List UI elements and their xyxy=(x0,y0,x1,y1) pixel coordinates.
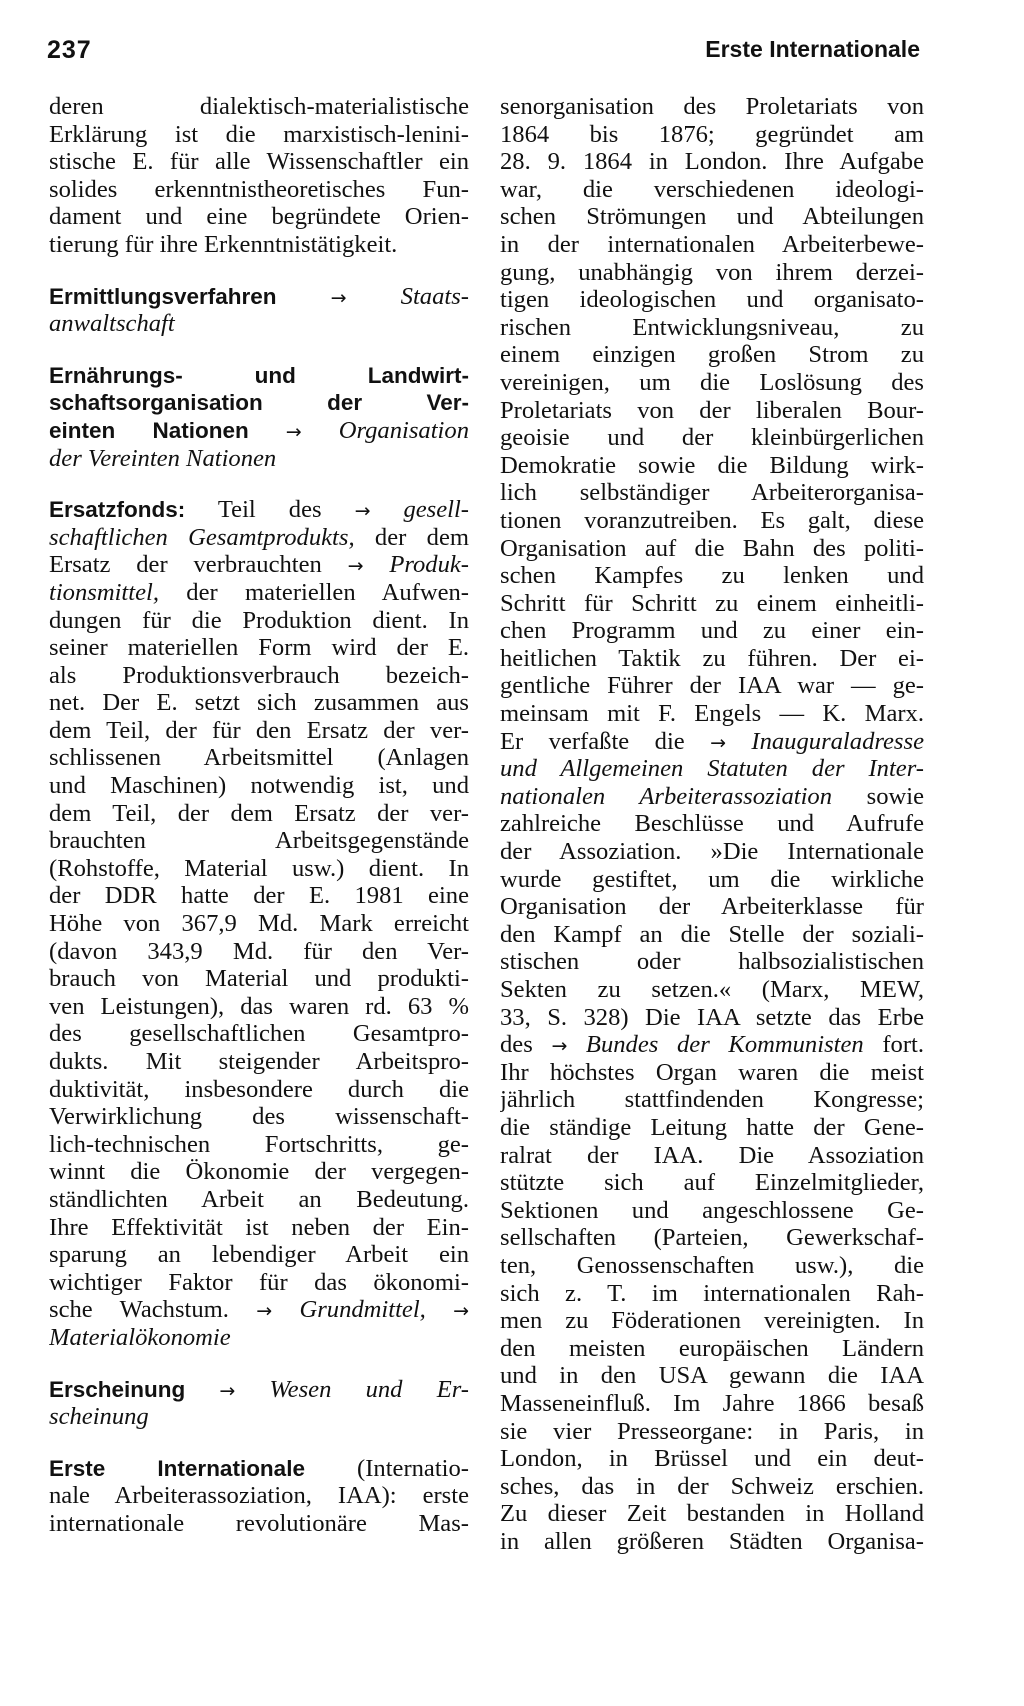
text-line xyxy=(500,176,924,204)
text-line xyxy=(500,755,924,783)
text-line xyxy=(49,1186,469,1214)
body-text: sellschaften (Parteien, Gewerkschaf- xyxy=(500,1224,924,1252)
body-text: die ständige Leitung hatte der Gene- xyxy=(500,1113,924,1141)
cross-reference: Wesen und Er- xyxy=(269,1375,469,1403)
text-line xyxy=(500,783,924,811)
body-text: Erklärung ist die marxistisch-lenini- xyxy=(49,120,469,148)
text-line xyxy=(49,283,469,311)
text-line xyxy=(500,507,924,535)
body-text: Masseneinfluß. Im Jahre 1866 besaß xyxy=(500,1389,924,1417)
body-text: und Maschinen) notwendig ist, und xyxy=(49,772,469,800)
text-line xyxy=(49,1510,469,1538)
text-line xyxy=(500,893,924,921)
text-line xyxy=(500,1004,924,1032)
body-text: schlissenen Arbeitsmittel (Anlagen xyxy=(49,744,469,772)
text-line xyxy=(500,976,924,1004)
body-text: zahlreiche Beschlüsse und Aufrufe xyxy=(500,810,924,838)
text-line xyxy=(49,417,469,445)
text-line xyxy=(500,562,924,590)
body-text: Zu dieser Zeit bestanden in Holland xyxy=(500,1500,924,1528)
cross-reference: Grundmittel, xyxy=(299,1296,426,1324)
text-line xyxy=(49,1482,469,1510)
body-text: winnt die Ökonomie der vergegen- xyxy=(49,1158,469,1186)
text-line xyxy=(500,479,924,507)
text-line xyxy=(49,662,469,690)
text-line xyxy=(49,231,469,259)
text-line xyxy=(500,700,924,728)
text-line xyxy=(49,772,469,800)
text-line xyxy=(49,744,469,772)
text-line xyxy=(49,689,469,717)
entry-headword: Erscheinung xyxy=(49,1376,186,1402)
body-text: der materiellen Aufwen- xyxy=(159,578,469,606)
body-text: dukts. Mit steigender Arbeitspro- xyxy=(49,1048,469,1075)
text-line xyxy=(500,1418,924,1446)
body-text: stische E. für alle Wissenschaftler ein xyxy=(49,148,469,176)
text-line xyxy=(49,1324,469,1352)
body-text: chen Programm und zu einer ein- xyxy=(500,617,924,645)
right-column xyxy=(500,93,924,1555)
text-line xyxy=(49,800,469,828)
body-text: Verwirklichung des wissenschaft- xyxy=(49,1103,469,1131)
cross-reference: Produk- xyxy=(389,551,469,579)
text-line xyxy=(500,1224,924,1252)
body-text: Sekten zu setzen.« (Marx, MEW, xyxy=(500,976,924,1003)
body-text: in der internationalen Arbeiterbewe- xyxy=(500,230,924,258)
text-line xyxy=(500,672,924,700)
body-text: gentliche Führer der IAA war — ge- xyxy=(500,672,924,700)
arrow-icon: → xyxy=(551,1035,586,1058)
text-line xyxy=(49,1214,469,1242)
text-line xyxy=(49,176,469,204)
text-line xyxy=(49,1296,469,1324)
body-text: dem Teil, der für den Ersatz der ver- xyxy=(49,716,469,744)
text-line xyxy=(500,259,924,287)
body-text: des gesellschaftlichen Gesamtpro- xyxy=(49,1020,469,1048)
cross-reference: schaftlichen Gesamtprodukts, xyxy=(49,523,355,551)
text-line xyxy=(500,1307,924,1335)
text-line xyxy=(500,838,924,866)
body-text: den Kampf an die Stelle der soziali- xyxy=(500,920,924,948)
text-line xyxy=(49,524,469,552)
body-text: als Produktionsverbrauch bezeich- xyxy=(49,661,469,689)
text-line xyxy=(500,148,924,176)
text-line xyxy=(500,1252,924,1280)
cross-reference: Materialökonomie xyxy=(49,1323,231,1351)
text-line xyxy=(500,1390,924,1418)
body-text: Teil des xyxy=(185,496,355,524)
text-line xyxy=(49,310,469,338)
body-text: vereinigen, um die Loslösung des xyxy=(500,368,924,396)
body-text: sche Wachstum. xyxy=(49,1296,257,1324)
text-line xyxy=(500,1335,924,1363)
body-text: sich z. T. im internationalen Rah- xyxy=(500,1279,924,1307)
entry-gap xyxy=(49,338,469,362)
arrow-icon: → xyxy=(425,1300,469,1323)
text-line xyxy=(49,496,469,524)
cross-reference: Staats- xyxy=(400,282,469,310)
body-text: Proletariats von der liberalen Bour- xyxy=(500,396,924,424)
body-text: (Rohstoffe, Material usw.) dient. In xyxy=(49,854,469,882)
body-text: und in den USA gewann die IAA xyxy=(500,1362,924,1390)
body-text: brauch von Material und produkti- xyxy=(49,965,469,993)
cross-reference: gesell- xyxy=(403,496,469,524)
text-line xyxy=(49,938,469,966)
body-text: Ihr höchstes Organ waren die meist xyxy=(500,1058,924,1086)
text-line xyxy=(500,1500,924,1528)
body-text: (davon 343,9 Md. für den Ver- xyxy=(49,937,469,965)
body-text: Demokratie sowie die Bildung wirk- xyxy=(500,451,924,479)
body-text: Ersatz der verbrauchten xyxy=(49,551,348,579)
body-text: dament und eine begründete Orien- xyxy=(49,203,469,231)
text-line xyxy=(49,607,469,635)
body-text: der dem xyxy=(354,523,469,551)
text-line xyxy=(500,1086,924,1114)
text-line xyxy=(49,579,469,607)
body-text: 33, S. 328) Die IAA setzte das Erbe xyxy=(500,1003,924,1031)
body-text: ralrat der IAA. Die Assoziation xyxy=(500,1141,924,1169)
text-line xyxy=(500,121,924,149)
body-text: fort. xyxy=(863,1031,924,1059)
text-line xyxy=(49,1048,469,1076)
body-text: London, in Brüssel und ein deut- xyxy=(500,1445,924,1473)
text-line xyxy=(500,203,924,231)
body-text: heitlichen Taktik zu führen. Der ei- xyxy=(500,644,924,672)
body-text: Sektionen und angeschlossene Ge- xyxy=(500,1196,924,1224)
text-line xyxy=(500,1362,924,1390)
arrow-icon: → xyxy=(248,420,339,443)
cross-reference: nationalen Arbeiterassoziation xyxy=(500,782,833,810)
text-line xyxy=(500,948,924,976)
cross-reference: tionsmittel, xyxy=(49,578,159,606)
body-text: seiner materiellen Form wird der E. xyxy=(49,634,469,662)
text-line xyxy=(500,921,924,949)
body-text: den meisten europäischen Ländern xyxy=(500,1334,924,1362)
arrow-icon: → xyxy=(710,731,752,754)
body-text: lich selbständiger Arbeiterorganisa- xyxy=(500,479,924,507)
text-line xyxy=(500,810,924,838)
body-text: senorganisation des Proletariats von xyxy=(500,93,924,120)
arrow-icon: → xyxy=(354,500,404,523)
body-text: deren dialektisch-materialistische xyxy=(49,93,469,120)
cross-reference: Bundes der Kommunisten xyxy=(585,1031,864,1059)
text-line xyxy=(49,634,469,662)
entry-headword: Erste Internationale xyxy=(49,1455,305,1481)
text-line xyxy=(49,882,469,910)
cross-reference: und Allgemeinen Statuten der Inter- xyxy=(500,755,924,783)
body-text: sowie xyxy=(832,782,924,810)
text-line xyxy=(500,1280,924,1308)
text-line xyxy=(49,551,469,579)
body-text: tigen ideologischen und organisato- xyxy=(500,286,924,314)
text-line xyxy=(500,1197,924,1225)
body-text: Organisation auf die Bahn des politi- xyxy=(500,534,924,562)
body-text: stischen oder halbsozialistischen xyxy=(500,948,924,976)
text-line xyxy=(49,389,469,417)
body-text: brauchten Arbeitsgegenstände xyxy=(49,827,469,855)
body-text: meinsam mit F. Engels — K. Marx. xyxy=(500,700,924,728)
text-line xyxy=(500,1473,924,1501)
text-line xyxy=(500,314,924,342)
text-line xyxy=(49,203,469,231)
entry-gap xyxy=(49,259,469,283)
cross-reference: der Vereinten Nationen xyxy=(49,444,277,472)
text-line xyxy=(500,369,924,397)
cross-reference: Inauguraladresse xyxy=(751,727,924,755)
cross-reference: anwaltschaft xyxy=(49,310,175,338)
text-line xyxy=(500,590,924,618)
body-text: wurde gestiftet, um die wirkliche xyxy=(500,865,924,893)
body-text: Ihre Effektivität ist neben der Ein- xyxy=(49,1213,469,1241)
text-line xyxy=(49,1131,469,1159)
text-line xyxy=(49,827,469,855)
body-text: jährlich stattfindenden Kongresse; xyxy=(500,1086,924,1114)
body-text: schen Strömungen und Abteilungen xyxy=(500,203,924,231)
body-text: stützte sich auf Einzelmitglieder, xyxy=(500,1169,924,1197)
text-line xyxy=(49,717,469,745)
body-text: men zu Föderationen vereinigten. In xyxy=(500,1307,924,1335)
text-line xyxy=(500,424,924,452)
arrow-icon: → xyxy=(256,1300,300,1323)
arrow-icon: → xyxy=(185,1379,270,1402)
text-line xyxy=(500,1031,924,1059)
text-line xyxy=(49,1020,469,1048)
text-line xyxy=(49,993,469,1021)
body-text: in allen größeren Städten Organisa- xyxy=(500,1527,924,1555)
text-line xyxy=(49,1076,469,1104)
arrow-icon: → xyxy=(276,286,401,309)
body-text: ven Leistungen), das waren rd. 63 % xyxy=(49,992,469,1020)
body-text: ten, Genossenschaften usw.), die xyxy=(500,1251,924,1279)
text-line xyxy=(49,1376,469,1404)
body-text: einem einzigen großen Strom zu xyxy=(500,341,924,369)
text-line xyxy=(49,1103,469,1131)
body-text: schen Kampfes zu lenken und xyxy=(500,562,924,590)
body-text: sches, das in der Schweiz erschien. xyxy=(500,1472,924,1500)
body-text: net. Der E. setzt sich zusammen aus xyxy=(49,689,469,717)
entry-gap xyxy=(49,1431,469,1455)
body-text: dem Teil, der dem Ersatz der ver- xyxy=(49,799,469,827)
text-line xyxy=(49,1158,469,1186)
text-line xyxy=(49,148,469,176)
body-text: geoisie und der kleinbürgerlichen xyxy=(500,424,924,452)
body-text: gung, unabhängig von ihrem derzei- xyxy=(500,258,924,286)
text-line xyxy=(500,617,924,645)
body-text: 28. 9. 1864 in London. Ihre Aufgabe xyxy=(500,148,924,176)
body-text: des xyxy=(500,1031,552,1059)
entry-headword: einten Nationen xyxy=(49,417,249,443)
text-line xyxy=(500,341,924,369)
text-line xyxy=(49,855,469,883)
text-line xyxy=(500,535,924,563)
body-text: Schritt für Schritt zu einem einheitli- xyxy=(500,589,924,617)
entry-gap xyxy=(49,1352,469,1376)
text-line xyxy=(500,93,924,121)
page-number: 237 xyxy=(47,36,92,64)
text-line xyxy=(49,121,469,149)
text-line xyxy=(49,445,469,473)
body-text: rischen Entwicklungsniveau, zu xyxy=(500,313,924,341)
text-line xyxy=(49,965,469,993)
text-line xyxy=(49,93,469,121)
cross-reference: Organisation xyxy=(338,416,469,444)
text-line xyxy=(500,1142,924,1170)
text-line xyxy=(49,362,469,390)
text-line xyxy=(500,1059,924,1087)
body-text: Organisation der Arbeiterklasse für xyxy=(500,893,924,921)
body-text: war, die verschiedenen ideologi- xyxy=(500,175,924,203)
body-text: Höhe von 367,9 Md. Mark erreicht xyxy=(49,910,469,938)
body-text: solides erkenntnistheoretisches Fun- xyxy=(49,175,469,203)
body-text: duktivität, insbesondere durch die xyxy=(49,1075,469,1103)
entry-headword: Ernährungs- und Landwirt- xyxy=(49,362,469,388)
arrow-icon: → xyxy=(347,555,390,578)
body-text: lich-technischen Fortschritts, ge- xyxy=(49,1130,469,1158)
body-text: sie vier Presseorgane: in Paris, in xyxy=(500,1417,924,1445)
running-head: Erste Internationale xyxy=(705,36,920,62)
text-line xyxy=(500,1528,924,1556)
text-line xyxy=(500,1169,924,1197)
text-line xyxy=(500,286,924,314)
text-line xyxy=(49,1269,469,1297)
body-text: tionen voranzutreiben. Es galt, diese xyxy=(500,506,924,534)
body-text: nale Arbeiterassoziation, IAA): erste xyxy=(49,1482,469,1510)
text-line xyxy=(49,1403,469,1431)
text-line xyxy=(500,728,924,756)
body-text: der DDR hatte der E. 1981 eine xyxy=(49,882,469,910)
body-text: Er verfaßte die xyxy=(500,727,711,755)
text-line xyxy=(49,1241,469,1269)
body-text: der Assoziation. »Die Internationale xyxy=(500,838,924,866)
text-line xyxy=(500,645,924,673)
entry-gap xyxy=(49,472,469,496)
cross-reference: scheinung xyxy=(49,1403,149,1431)
body-text: dungen für die Produktion dient. In xyxy=(49,606,469,634)
left-column xyxy=(49,93,469,1538)
text-line xyxy=(500,866,924,894)
text-line xyxy=(49,1455,469,1483)
body-text: internationale revolutionäre Mas- xyxy=(49,1509,469,1537)
text-line xyxy=(500,1114,924,1142)
text-line xyxy=(500,1445,924,1473)
text-line xyxy=(49,910,469,938)
text-line xyxy=(500,452,924,480)
body-text: tierung für ihre Erkenntnistätigkeit. xyxy=(49,230,398,258)
text-line xyxy=(500,231,924,259)
body-text: 1864 bis 1876; gegründet am xyxy=(500,120,924,148)
body-text: sparung an lebendiger Arbeit ein xyxy=(49,1241,469,1269)
text-line xyxy=(500,397,924,425)
body-text: ständlichten Arbeit an Bedeutung. xyxy=(49,1185,469,1213)
entry-headword: Ersatzfonds: xyxy=(49,497,186,523)
body-text: (Internatio- xyxy=(304,1454,469,1482)
body-text: wichtiger Faktor für das ökonomi- xyxy=(49,1268,469,1296)
entry-headword: Ermittlungsverfahren xyxy=(49,283,277,309)
entry-headword: schaftsorganisation der Ver- xyxy=(49,390,469,416)
